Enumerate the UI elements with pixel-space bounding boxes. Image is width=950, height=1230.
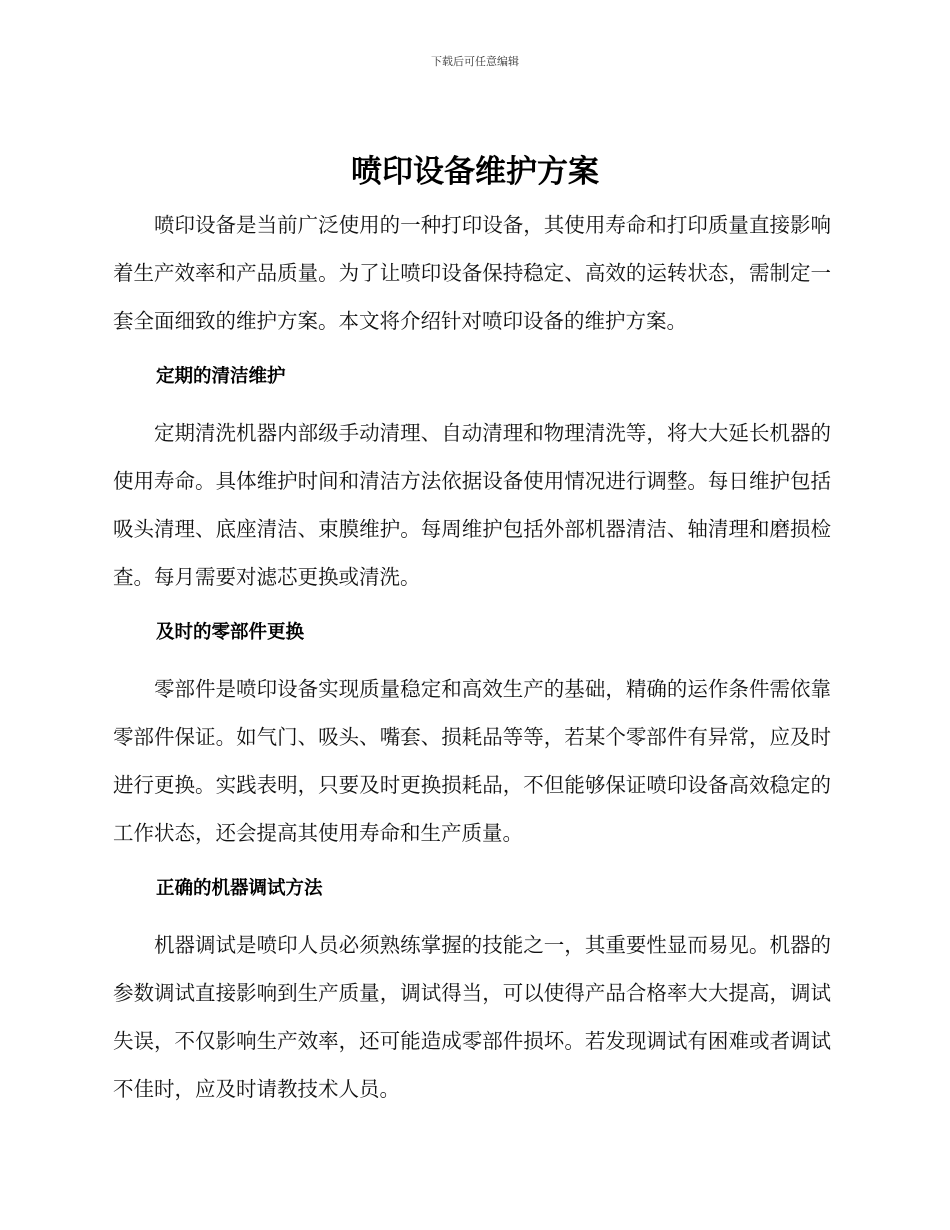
section-body-machine-debugging: 机器调试是喷印人员必须熟练掌握的技能之一，其重要性显而易见。机器的参数调试直接影响到生产质量，调试得当，可以使得产品合格率大大提高，调试失误，不仅影响生产效率，还可能造成零部件损坏。若发现调试有困难或者调试不佳时，应及时请教技术人员。: [113, 933, 831, 1101]
document-title: 喷印设备维护方案: [351, 154, 599, 190]
section-heading-cleaning: 定期的清洁维护: [156, 366, 286, 387]
intro-paragraph: 喷印设备是当前广泛使用的一种打印设备，其使用寿命和打印质量直接影响着生产效率和产品质量。为了让喷印设备保持稳定、高效的运转状态，需制定一套全面细致的维护方案。本文将介绍针对喷印设备的维护方案。: [113, 213, 831, 333]
document-body: [113, 201, 831, 1113]
section-body-cleaning: 定期清洗机器内部级手动清理、自动清理和物理清洗等，将大大延长机器的使用寿命。具体维护时间和清洁方法依据设备使用情况进行调整。每日维护包括吸头清理、底座清洁、束膜维护。每周维护包括外部机器清洁、轴清理和磨损检查。每月需要对滤芯更换或清洗。: [113, 421, 831, 589]
page-header-note: 下载后可任意编辑: [431, 55, 519, 68]
section-body-parts-replacement: 零部件是喷印设备实现质量稳定和高效生产的基础，精确的运作条件需依靠零部件保证。如气门、吸头、嘴套、损耗品等等，若某个零部件有异常，应及时进行更换。实践表明，只要及时更换损耗品，不但能够保证喷印设备高效稳定的工作状态，还会提高其使用寿命和生产质量。: [113, 677, 831, 845]
section-heading-parts-replacement: 及时的零部件更换: [156, 622, 305, 643]
section-heading-machine-debugging: 正确的机器调试方法: [156, 878, 323, 899]
